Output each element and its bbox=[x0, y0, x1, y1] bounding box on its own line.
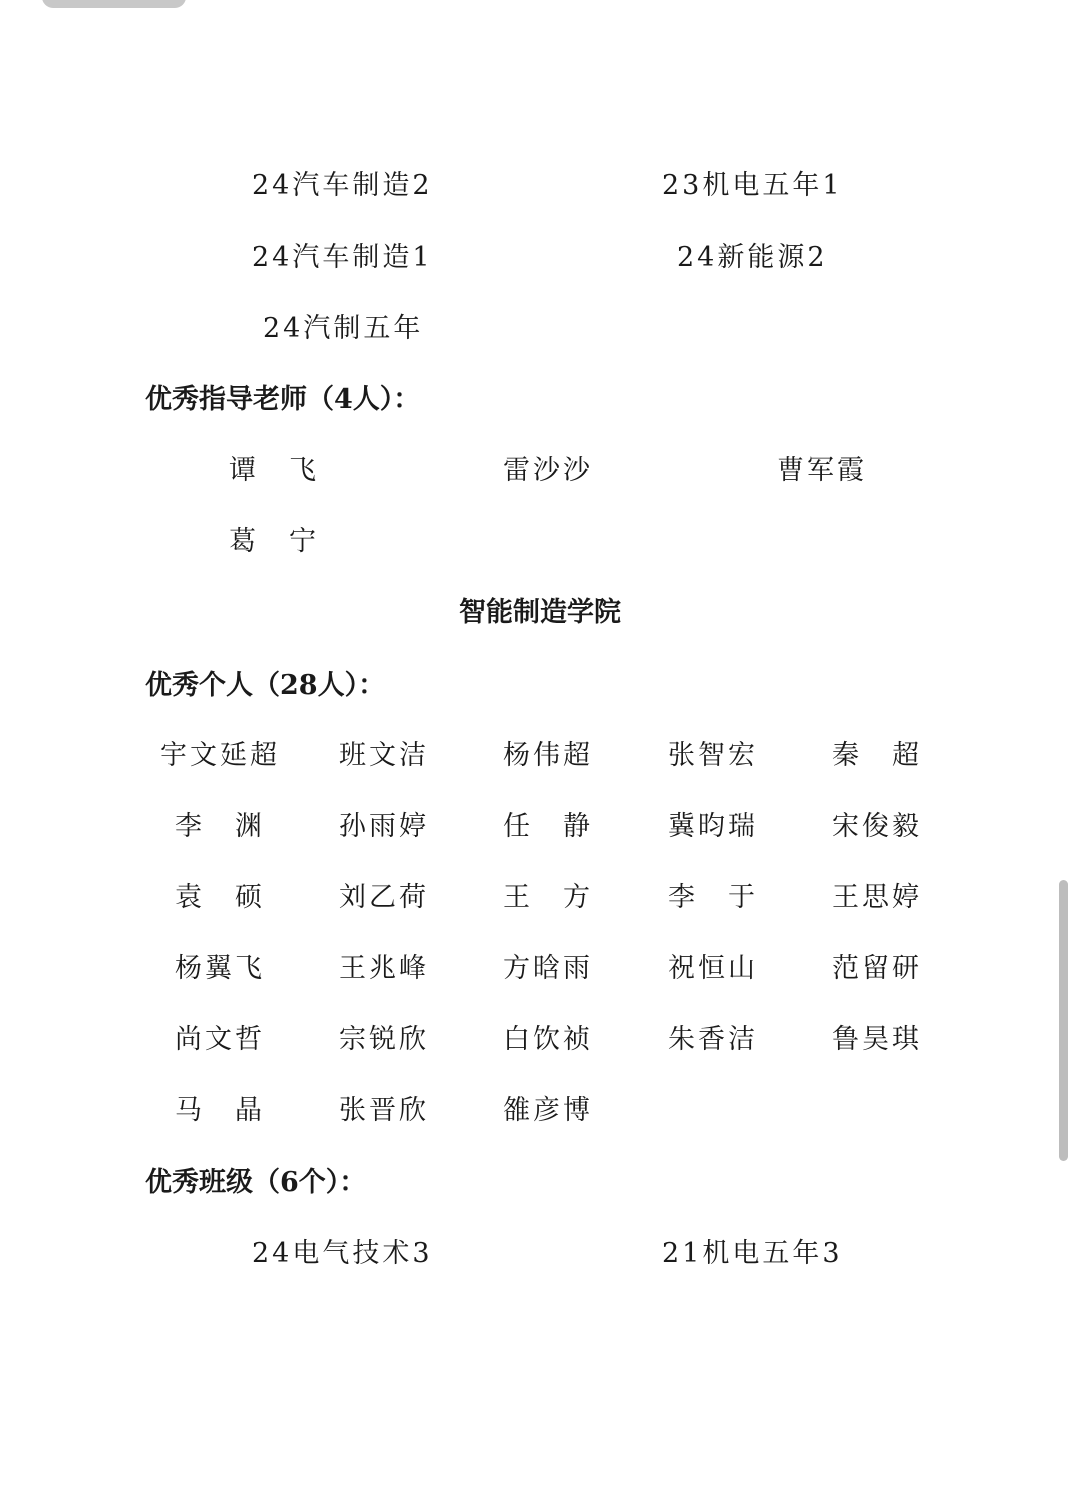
class-item: 23机电五年1 bbox=[662, 170, 843, 201]
individual-name: 杨伟超 bbox=[503, 740, 593, 771]
individual-name: 王思婷 bbox=[832, 882, 922, 913]
teachers-heading: 优秀指导老师（4人）： bbox=[145, 384, 421, 415]
top-tab-handle bbox=[42, 0, 186, 8]
individual-name: 尚文哲 bbox=[175, 1024, 265, 1055]
individual-name: 张智宏 bbox=[668, 740, 758, 771]
teacher-name: 葛 宁 bbox=[229, 526, 319, 557]
classes-heading: 优秀班级（6个）： bbox=[145, 1167, 367, 1198]
individual-name: 冀昀瑞 bbox=[668, 811, 758, 842]
class-item: 24电气技术3 bbox=[252, 1238, 433, 1269]
individual-name: 李 于 bbox=[668, 882, 758, 913]
individual-name: 袁 硕 bbox=[175, 882, 265, 913]
individual-name: 宋俊毅 bbox=[832, 811, 922, 842]
individual-name: 方晗雨 bbox=[503, 953, 593, 984]
individual-name: 杨翼飞 bbox=[175, 953, 265, 984]
class-item: 24汽制五年 bbox=[263, 313, 424, 344]
individuals-heading: 优秀个人（28人）： bbox=[145, 670, 386, 701]
individual-name: 班文洁 bbox=[339, 740, 429, 771]
individual-name: 秦 超 bbox=[832, 740, 922, 771]
individual-name: 祝恒山 bbox=[668, 953, 758, 984]
class-item: 24汽车制造1 bbox=[252, 242, 433, 273]
individual-name: 任 静 bbox=[503, 811, 593, 842]
class-item: 24汽车制造2 bbox=[252, 170, 433, 201]
individual-name: 张晋欣 bbox=[339, 1095, 429, 1126]
individual-name: 雒彦博 bbox=[503, 1095, 593, 1126]
individual-name: 鲁昊琪 bbox=[832, 1024, 922, 1055]
individual-name: 李 渊 bbox=[175, 811, 265, 842]
individual-name: 白饮祯 bbox=[503, 1024, 593, 1055]
teacher-name: 曹军霞 bbox=[777, 455, 867, 486]
class-item: 24新能源2 bbox=[677, 242, 828, 273]
individual-name: 孙雨婷 bbox=[339, 811, 429, 842]
vertical-scrollbar[interactable] bbox=[1059, 880, 1068, 1161]
class-item: 21机电五年3 bbox=[662, 1238, 843, 1269]
individual-name: 王 方 bbox=[503, 882, 593, 913]
teacher-name: 谭 飞 bbox=[229, 455, 319, 486]
individual-name: 王兆峰 bbox=[339, 953, 429, 984]
individual-name: 朱香洁 bbox=[668, 1024, 758, 1055]
teacher-name: 雷沙沙 bbox=[503, 455, 593, 486]
college-title: 智能制造学院 bbox=[459, 597, 621, 628]
individual-name: 宇文延超 bbox=[160, 740, 280, 771]
individual-name: 马 晶 bbox=[175, 1095, 265, 1126]
individual-name: 刘乙荷 bbox=[339, 882, 429, 913]
individual-name: 范留研 bbox=[832, 953, 922, 984]
individual-name: 宗锐欣 bbox=[339, 1024, 429, 1055]
